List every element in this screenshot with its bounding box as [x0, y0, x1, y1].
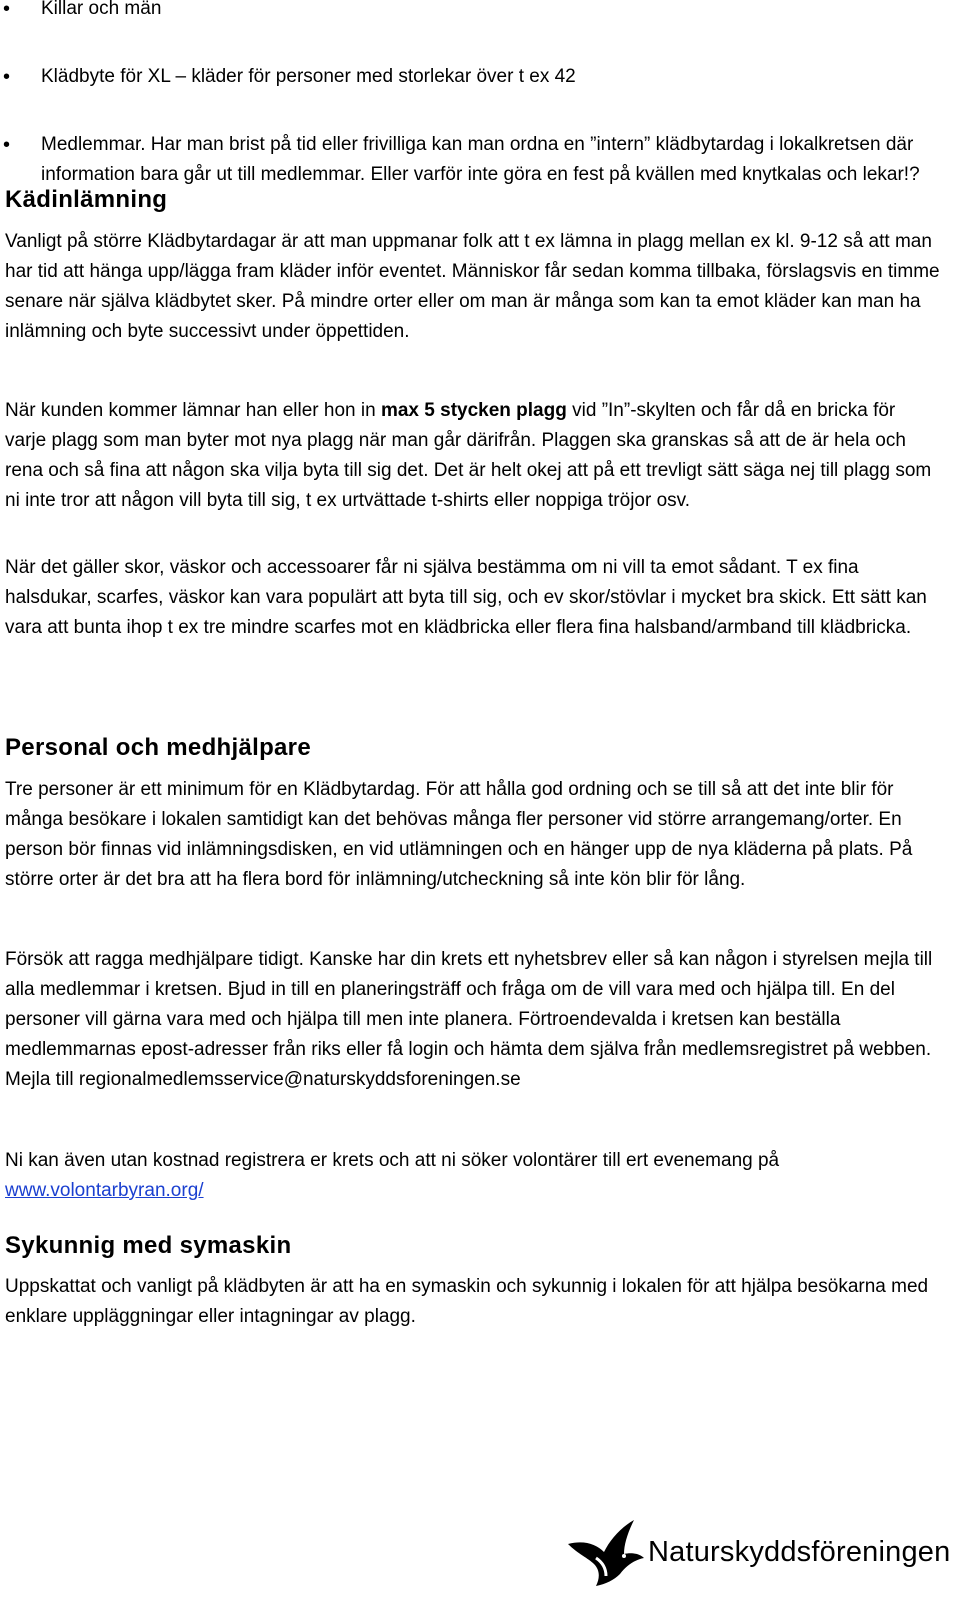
paragraph [5, 396, 940, 516]
heading-sykunnig: Sykunnig med symaskin [5, 1232, 292, 1259]
paragraph-text: vid ”In”-skylten och får då en bricka för varje plagg som man byter mot nya plagg när man går därifrån. Plaggen ska granskas så att de är hela och rena och så fina att någon ska vilja byta till sig det. Det är helt okej att på ett trevligt sätt säga nej till plagg som ni inte tror att någon vill byta till sig, t ex urtvättade t-shirts eller noppiga tröjor osv. [5, 400, 932, 511]
bullet-item: • Klädbyte för XL – kläder för personer med storlekar över t ex 42 [0, 62, 940, 92]
paragraph: Tre personer är ett minimum för en Klädbytardag. För att hålla god ordning och se till så att det inte blir för många besökare i lokalen samtidigt kan det behövas många fler personer vid större arrangemang/orter. En person bör finnas vid inlämningsdisken, en vid utlämningen och en hänger upp de nya kläderna på plats. På större orter är det bra att ha flera bord för inlämning/utcheckning så inte kön blir för lång. [5, 779, 913, 890]
paragraph [5, 1146, 940, 1206]
paragraph-text: När kunden kommer lämnar han eller hon in [5, 400, 381, 421]
logo-text: Naturskyddsföreningen [648, 1536, 951, 1568]
paragraph: Försök att ragga medhjälpare tidigt. Kanske har din krets ett nyhetsbrev eller så kan någon i styrelsen mejla till alla medlemmar i kretsen. Bjud in till en planeringsträff och fråga om de vill vara med och hjälpa till. En del personer vill gärna vara med och hjälpa till men inte planera. Förtroendevalda i kretsen kan beställa medlemmarnas epost-adresser från riks eller få login och hämta dem själva från medlemsregistret på webben. Mejla till regionalmedlemsservice@naturskyddsforeningen.se [5, 949, 933, 1090]
heading-kadinlamning: Kädinlämning [5, 186, 168, 213]
bird-icon [566, 1518, 646, 1588]
paragraph: Vanligt på större Klädbytardagar är att man uppmanar folk att t ex lämna in plagg mellan ex kl. 9-12 så att man har tid att hänga upp/lägga fram kläder inför eventet. Människor får sedan komma tillbaka, förslagsvis en timme senare när själva klädbytet sker. På mindre orter eller om man är många som kan ta emot kläder kan man ha inlämning och byte successivt under öppettiden. [5, 231, 940, 342]
paragraph: Uppskattat och vanligt på klädbyten är att ha en symaskin och sykunnig i lokalen för att hjälpa besökarna med enklare uppläggningar eller intagningar av plagg. [5, 1276, 929, 1327]
heading-personal: Personal och medhjälpare [5, 734, 311, 761]
volontarbyran-link[interactable]: www.volontarbyran.org/ [5, 1180, 204, 1201]
bullet-item: • Killar och män [0, 0, 940, 24]
bullet-item: • Medlemmar. Har man brist på tid eller frivilliga kan man ordna en ”intern” klädbytardag i lokalkretsen där information bara går ut till medlemmar. Eller varför inte göra en fest på kvällen med knytkalas och lekar!? [0, 130, 960, 190]
paragraph: När det gäller skor, väskor och accessoarer får ni själva bestämma om ni vill ta emot sådant. T ex fina halsdukar, scarfes, väskor kan vara populärt att byta till sig, och ev skor/stövlar i mycket bra skick. Ett sätt kan vara att bunta ihop t ex tre mindre scarfes mot en klädbricka eller flera fina halsband/armband till klädbricka. [5, 557, 927, 638]
bullet-list [0, 0, 940, 185]
bold-text: max 5 stycken plagg [380, 400, 567, 421]
paragraph-text: Ni kan även utan kostnad registrera er krets och att ni söker volontärer till ert evenemang på [5, 1150, 780, 1171]
naturskyddsforeningen-logo [566, 1518, 956, 1588]
